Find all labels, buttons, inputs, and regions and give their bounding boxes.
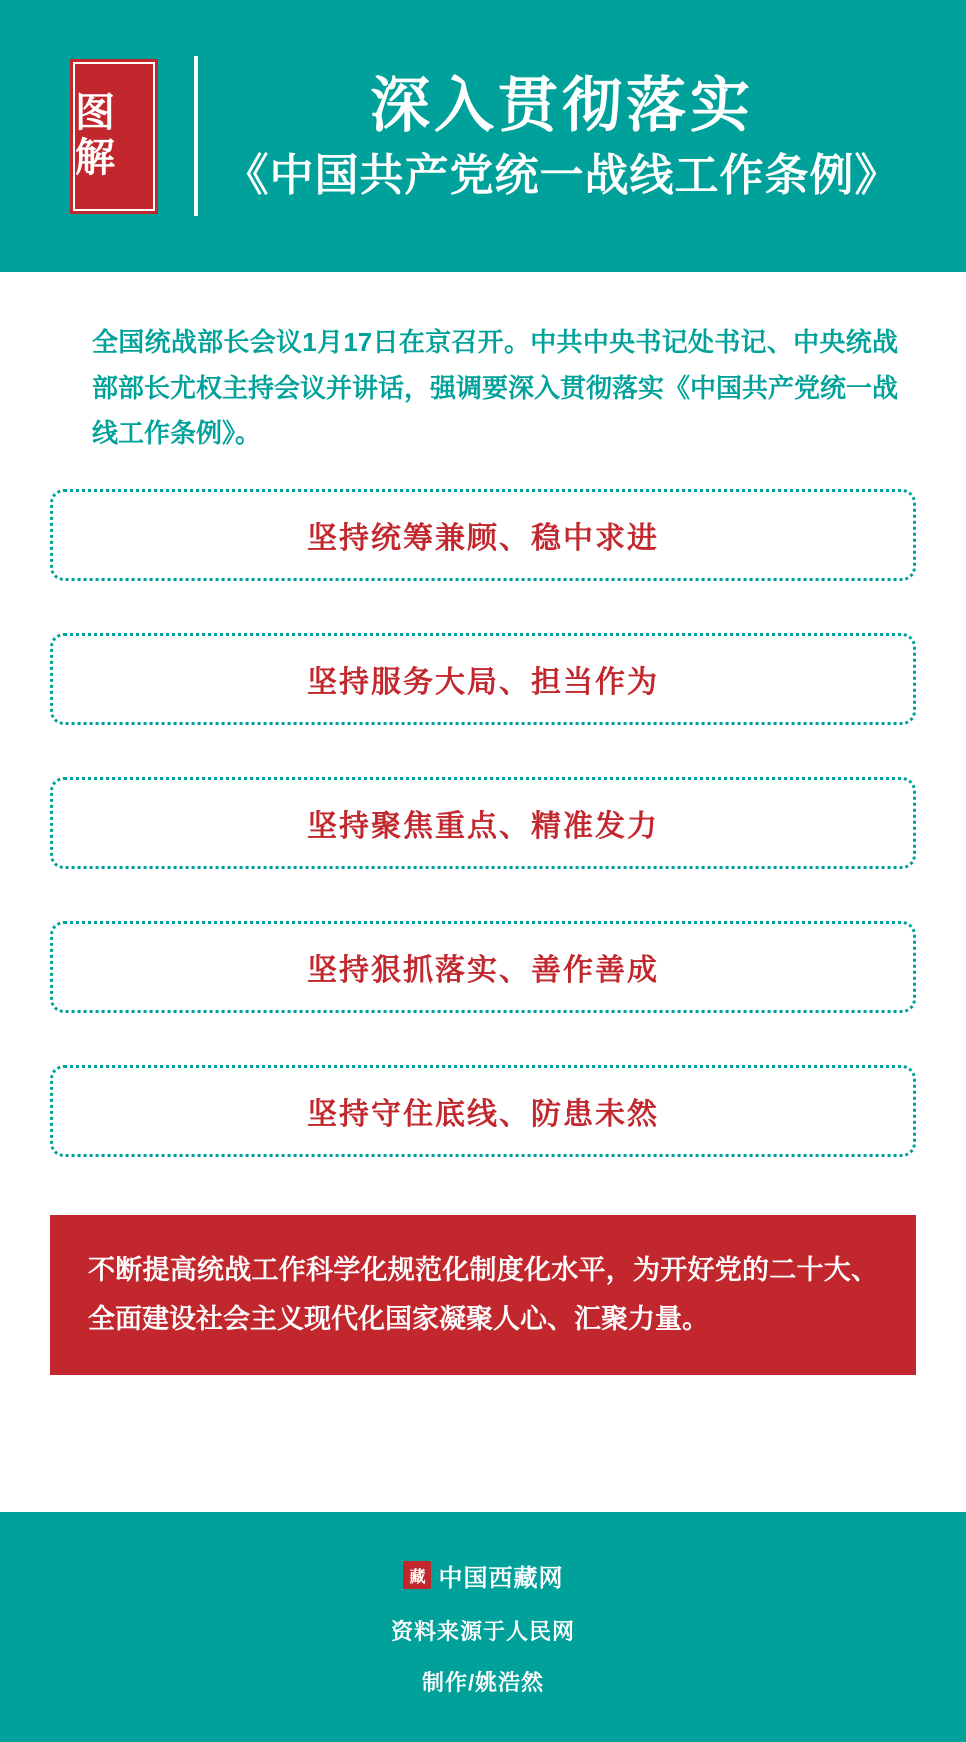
footer-banner bbox=[0, 1512, 966, 1742]
footer-brand bbox=[403, 1558, 564, 1593]
point-label: 坚持统筹兼顾、稳中求进 bbox=[307, 521, 659, 555]
footer-source: 资料来源于人民网 bbox=[390, 1618, 575, 1644]
point-item bbox=[50, 777, 916, 869]
point-label: 坚持聚焦重点、精准发力 bbox=[307, 809, 659, 843]
header-banner bbox=[0, 0, 966, 272]
page-title: 深入贯彻落实 bbox=[370, 71, 754, 139]
point-item bbox=[50, 633, 916, 725]
conclusion-text: 不断提高统战工作科学化规范化制度化水平，为开好党的二十大、全面建设社会主义现代化国家凝聚人心、汇聚力量。 bbox=[88, 1254, 878, 1334]
page-subtitle: 《中国共产党统一战线工作条例》 bbox=[224, 150, 900, 200]
brand-name: 中国西藏网 bbox=[438, 1564, 564, 1592]
point-label: 坚持服务大局、担当作为 bbox=[307, 665, 659, 699]
tujie-badge bbox=[70, 59, 158, 214]
points-list bbox=[0, 489, 966, 1157]
conclusion-banner bbox=[50, 1215, 916, 1375]
point-item bbox=[50, 1065, 916, 1157]
point-item bbox=[50, 489, 916, 581]
header-title-block bbox=[198, 70, 966, 203]
point-label: 坚持守住底线、防患未然 bbox=[307, 1097, 659, 1131]
content-area bbox=[0, 272, 966, 1402]
intro-paragraph: 全国统战部长会议1月17日在京召开。中共中央书记处书记、中央统战部部长尤权主持会议并讲话，强调要深入贯彻落实《中国共产党统一战线工作条例》。 bbox=[92, 327, 899, 448]
point-item bbox=[50, 921, 916, 1013]
brand-logo-icon: 藏 bbox=[403, 1561, 431, 1589]
footer-credit: 制作/姚浩然 bbox=[421, 1669, 545, 1695]
point-label: 坚持狠抓落实、善作善成 bbox=[307, 953, 659, 987]
tujie-badge-label: 图解 bbox=[73, 62, 155, 211]
